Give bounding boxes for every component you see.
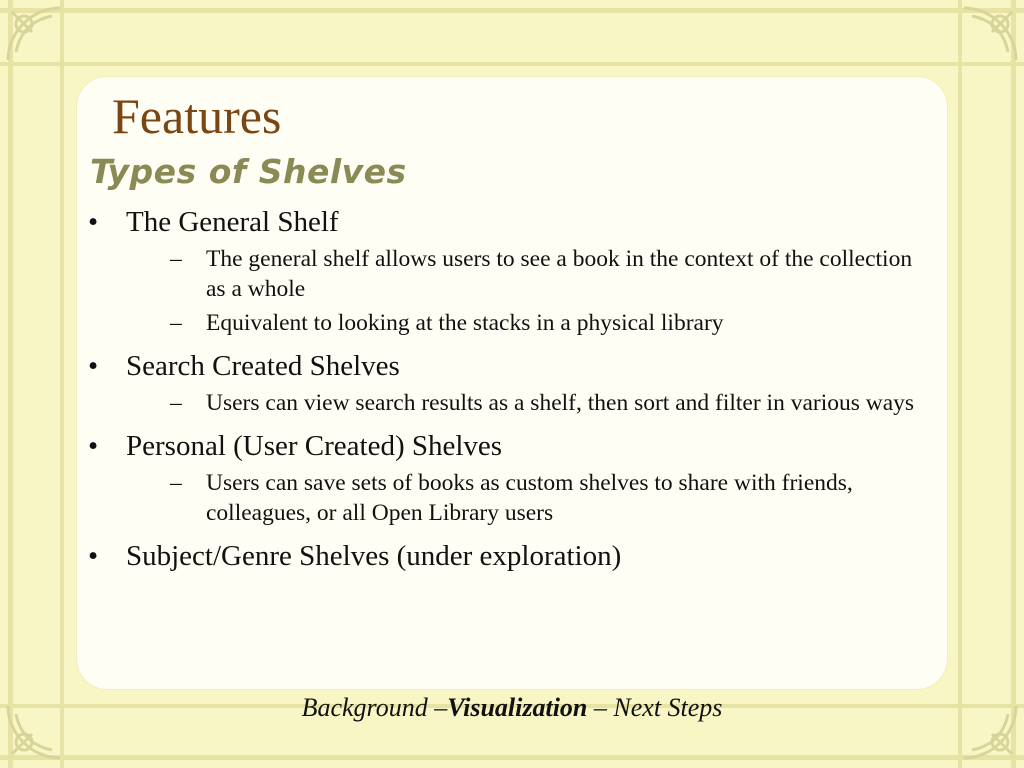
sub-bullet-marker: –: [170, 390, 182, 416]
frame-line-left-inner: [60, 0, 64, 768]
frame-line-left-outer: [8, 0, 13, 768]
bullet-text: The General Shelf: [126, 206, 339, 238]
sub-bullet-marker: –: [170, 470, 182, 496]
frame-line-top-inner: [0, 62, 1024, 66]
sub-bullet-text: Users can save sets of books as custom shelves to share with friends, colleagues, or all Open Library users: [206, 470, 853, 526]
sub-bullet-text: Equivalent to looking at the stacks in a physical library: [206, 310, 724, 336]
bullet-list: [88, 200, 928, 574]
footer-visualization-current: Visualization: [447, 693, 588, 722]
bullet-marker: •: [88, 430, 99, 462]
bullet-item: [88, 204, 928, 240]
footer-next-steps: – Next Steps: [587, 693, 723, 722]
frame-line-top-outer: [0, 8, 1024, 13]
bullet-text: Subject/Genre Shelves (under exploration): [126, 540, 622, 572]
sub-bullet-item: [170, 244, 928, 304]
frame-line-right-outer: [1011, 0, 1016, 768]
footer-navigation: [0, 690, 1024, 726]
bullet-text: Personal (User Created) Shelves: [126, 430, 503, 462]
bullet-marker: •: [88, 540, 99, 572]
bullet-item: [88, 348, 928, 384]
bullet-item: [88, 538, 928, 574]
sub-bullet-item: [170, 388, 928, 418]
footer-background: Background –: [301, 693, 448, 722]
slide-subtitle: Types of Shelves: [90, 152, 407, 191]
bullet-text: Search Created Shelves: [126, 350, 400, 382]
bullet-marker: •: [88, 206, 99, 238]
bullet-marker: •: [88, 350, 99, 382]
sub-bullet-marker: –: [170, 310, 182, 336]
sub-bullet-text: Users can view search results as a shelf, then sort and filter in various ways: [206, 390, 915, 416]
sub-bullet-item: [170, 308, 928, 338]
frame-line-right-inner: [958, 0, 962, 768]
sub-bullet-item: [170, 468, 928, 528]
frame-line-bottom-outer: [0, 755, 1024, 760]
bullet-item: [88, 428, 928, 464]
corner-ornament-icon: [958, 2, 1022, 66]
sub-bullet-marker: –: [170, 246, 182, 272]
slide-title: Features: [112, 88, 282, 144]
corner-ornament-icon: [2, 2, 66, 66]
sub-bullet-text: The general shelf allows users to see a book in the context of the collection as a whole: [206, 246, 913, 302]
